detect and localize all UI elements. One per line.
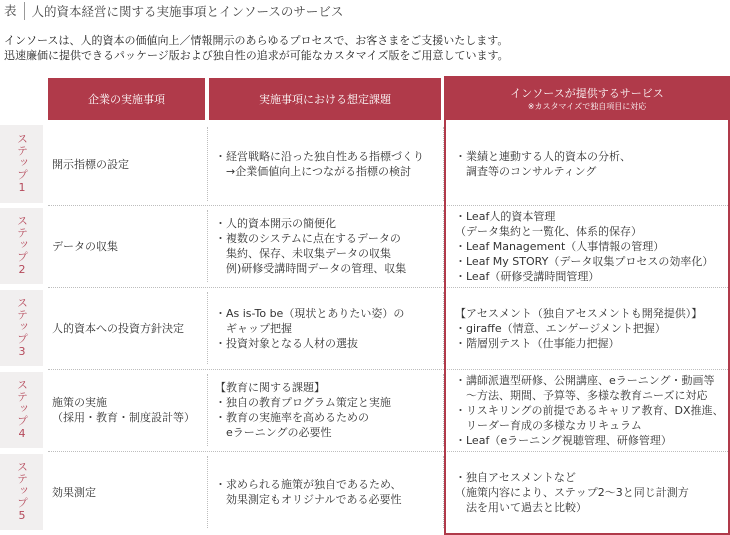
- service-cell: ・講師派遣型研修、公開講座、eラーニング・動画等 〜方法、期間、予算等、多様な教育ニーズに対応 ・リスキリングの前提であるキャリア教育、DX推進、 リーダー育成の多様なカリキュラム ・Leaf（eラーニング視聴管理、研修管理）: [455, 373, 724, 447]
- column-divider: [443, 292, 444, 364]
- service-cell: ・Leaf人的資本管理 （データ集約と一覧化、体系的保存） ・Leaf Management（人事情報の管理） ・Leaf My STORY（データ収集プロセスの効率化） ・Leaf（研修受講時間管理）: [455, 209, 714, 283]
- caption-title: 人的資本経営に関する実施事項とインソースのサービス: [31, 4, 344, 19]
- service-cell: ・独自アセスメントなど （施策内容により、ステップ2〜3と同じ計測方 法を用いて過去と比較）: [455, 470, 689, 514]
- issue-cell: ・求められる施策が独自であるため、 効果測定もオリジナルである必要性: [215, 478, 402, 506]
- column-divider: [443, 210, 444, 282]
- service-cell: 【アセスメント（独自アセスメントも開発提供）】 ・giraffe（情意、エンゲージメント把握） ・階層別テスト（仕事能力把握）: [455, 306, 703, 350]
- step-label: ステップ4: [0, 372, 43, 448]
- column-divider: [207, 292, 208, 364]
- issue-cell: ・As is-To be（現状とありたい姿）の ギャップ把握 ・投資対象となる人材の選抜: [215, 306, 405, 350]
- table-row: [0, 370, 730, 450]
- column-divider: [207, 374, 208, 446]
- table-row: [0, 123, 730, 205]
- intro-line-1: インソースは、人的資本の価値向上／情報開示のあらゆるプロセスで、お客さまをご支援いたします。: [4, 34, 509, 47]
- column-divider: [443, 127, 444, 201]
- header-tasks: [48, 78, 205, 120]
- header-services-note: ※カスタマイズで独自項目に対応: [527, 101, 647, 111]
- issue-cell: 【教育に関する課題】 ・独自の教育プログラム策定と実施 ・教育の実施率を高めるための eラーニングの必要性: [215, 381, 391, 439]
- column-divider: [207, 127, 208, 201]
- table-row: [0, 206, 730, 286]
- task-cell: 開示指標の設定: [52, 157, 129, 171]
- task-cell: データの収集: [52, 239, 118, 253]
- step-label: ステップ5: [0, 454, 43, 530]
- header-tasks-label: 企業の実施事項: [88, 92, 165, 106]
- step-label: ステップ2: [0, 208, 43, 284]
- step-label: ステップ1: [0, 125, 43, 203]
- column-divider: [207, 210, 208, 282]
- task-cell: 人的資本への投資方針決定: [52, 321, 184, 335]
- task-cell: 効果測定: [52, 485, 96, 499]
- table-row: [0, 452, 730, 532]
- header-services: [446, 78, 728, 120]
- intro-line-2: 迅速廉価に提供できるパッケージ版および独自性の追求が可能なカスタマイズ版をご用意しています。: [4, 49, 509, 62]
- step-label: ステップ3: [0, 290, 43, 366]
- service-cell: ・業績と連動する人的資本の分析、 調査等のコンサルティング: [455, 150, 631, 178]
- caption-tag: 表: [0, 2, 25, 20]
- column-divider: [443, 374, 444, 446]
- column-divider: [443, 456, 444, 528]
- task-cell: 施策の実施 （採用・教育・制度設計等）: [52, 396, 195, 424]
- header-services-label: インソースが提供するサービス: [510, 86, 664, 100]
- header-issues-label: 実施事項における想定課題: [259, 92, 391, 106]
- issue-cell: ・経営戦略に沿った独自性ある指標づくり →企業価値向上につながる指標の検討: [215, 150, 424, 178]
- issue-cell: ・人的資本開示の簡便化 ・複数のシステムに点在するデータの 集約、保存、未収集データの収集 例)研修受講時間データの管理、収集: [215, 217, 407, 275]
- column-divider: [207, 456, 208, 528]
- table-row: [0, 288, 730, 368]
- header-issues: [209, 78, 441, 120]
- intro-text: [4, 33, 509, 63]
- table-caption: [0, 0, 343, 22]
